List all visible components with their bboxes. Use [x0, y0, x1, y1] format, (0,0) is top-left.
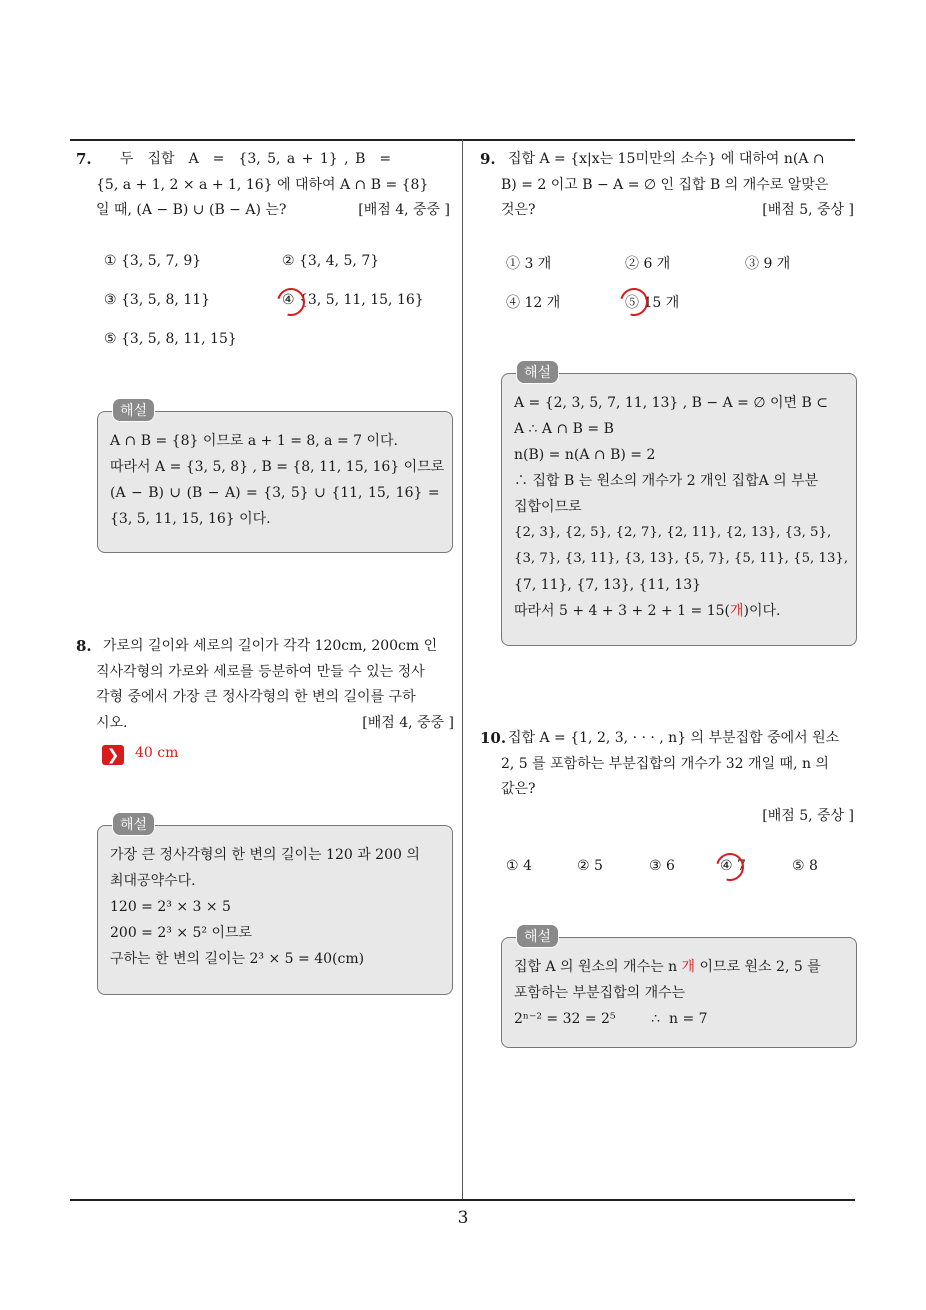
q8-solution-box — [97, 825, 453, 995]
q9-conclusion-end: )이다. — [743, 603, 781, 619]
question-7-line: 일 때, (A − B) ∪ (B − A) 는? — [96, 202, 287, 218]
question-10-line: 2, 5 를 포함하는 부분집합의 개수가 32 개일 때, n 의 — [501, 755, 829, 772]
question-8-line: 가로의 길이와 세로의 길이가 각각 120cm, 200cm 인 — [103, 638, 438, 654]
q9-choice-4[interactable]: ④ 12 개 — [506, 295, 561, 311]
question-9 — [480, 147, 858, 224]
q7-solution-line: {3, 5, 11, 15, 16} 이다. — [110, 511, 271, 527]
q10-solution-line-1 — [514, 954, 844, 980]
question-10-number: 10. — [480, 729, 507, 747]
page-number: 3 — [457, 1208, 469, 1228]
q8-solution-line: 구하는 한 변의 길이는 2³ × 5 = 40(cm) — [110, 951, 365, 967]
q10-answer-mark-icon — [711, 848, 749, 886]
q8-answer: 40 cm — [135, 745, 179, 761]
q7-answer-mark-icon — [272, 283, 310, 321]
q9-choice-5[interactable]: ⑤ 15 개 — [625, 295, 680, 311]
q10-choice-3[interactable]: ③ 6 — [649, 858, 675, 874]
question-10-score: [배점 5, 중상 ] — [762, 808, 854, 824]
q7-choice-3[interactable]: ③ {3, 5, 8, 11} — [104, 292, 211, 308]
q10-solution-unit: 개 — [681, 959, 696, 975]
q9-solution-line: ∴ 집합 B 는 원소의 개수가 2 개인 집합A 의 부분 — [514, 473, 819, 489]
q9-solution-line: A ∴ A ∩ B = B — [514, 421, 614, 437]
q7-choice-1[interactable]: ① {3, 5, 7, 9} — [104, 253, 202, 269]
question-9-score: [배점 5, 중상 ] — [762, 202, 854, 218]
question-8-number: 8. — [76, 637, 92, 655]
question-8-line: 시오. — [96, 714, 128, 731]
q9-solution-line: A = {2, 3, 5, 7, 11, 13} , B − A = ∅ 이면 B ⊂ — [514, 395, 828, 411]
q10-solution-box — [501, 937, 857, 1048]
q9-solution-line: {2, 3}, {2, 5}, {2, 7}, {2, 11}, {2, 13}, {3, 5}, — [514, 525, 832, 540]
q9-solution-line: 집합이므로 — [514, 499, 582, 515]
q10-choice-1[interactable]: ① 4 — [506, 858, 532, 874]
bottom-rule — [70, 1199, 855, 1201]
q10-solution-line-3: 2ⁿ⁻² = 32 = 2⁵ ∴ n = 7 — [514, 1011, 708, 1027]
column-divider — [462, 139, 463, 1200]
q10-choice-5[interactable]: ⑤ 8 — [792, 858, 818, 874]
q10-solution-text-end: 이므로 원소 2, 5 를 — [695, 959, 821, 975]
question-7-line: 두 집합 A = {3, 5, a + 1} , B = — [120, 151, 392, 167]
q7-solution-box — [97, 411, 453, 553]
q10-choice-2[interactable]: ② 5 — [577, 858, 603, 874]
question-9-line: 것은? — [501, 202, 536, 218]
q9-solution-line: {3, 7}, {3, 11}, {3, 13}, {5, 7}, {5, 11}, {5, 13}, — [514, 551, 849, 566]
q9-conclusion-unit: 개 — [730, 603, 744, 619]
q9-choice-3[interactable]: ③ 9 개 — [745, 256, 791, 272]
question-9-line: 집합 A = {x|x는 15미만의 소수} 에 대하여 n(A ∩ — [508, 151, 825, 167]
q9-choice-2[interactable]: ② 6 개 — [625, 256, 671, 272]
q9-solution-line: n(B) = n(A ∩ B) = 2 — [514, 447, 656, 463]
q8-solution-line: 200 = 2³ × 5² 이므로 — [110, 925, 253, 941]
q8-solution-line: 최대공약수다. — [110, 873, 196, 889]
q7-choice-5[interactable]: ⑤ {3, 5, 8, 11, 15} — [104, 331, 237, 347]
question-10 — [480, 726, 858, 824]
q7-solution-line: A ∩ B = {8} 이므로 a + 1 = 8, a = 7 이다. — [110, 433, 399, 449]
q10-solution-text: 집합 A 의 원소의 개수는 n — [514, 959, 682, 975]
question-7-score: [배점 4, 중중 ] — [358, 202, 450, 218]
q7-solution-tag: 해설 — [112, 398, 155, 422]
q9-solution-line: {7, 11}, {7, 13}, {11, 13} — [514, 577, 702, 593]
q9-choice-1[interactable]: ① 3 개 — [506, 256, 552, 272]
q10-solution-line-2: 포함하는 부분집합의 개수는 — [514, 985, 686, 1001]
q7-choice-2[interactable]: ② {3, 4, 5, 7} — [282, 253, 380, 269]
q8-solution-line: 가장 큰 정사각형의 한 변의 길이는 120 과 200 의 — [110, 847, 420, 863]
question-7 — [76, 147, 454, 224]
q9-solution-conclusion — [514, 598, 844, 624]
question-10-line: 값은? — [501, 781, 536, 797]
q7-solution-line: (A − B) ∪ (B − A) = {3, 5} ∪ {11, 15, 16} = — [110, 485, 440, 501]
q9-answer-mark-icon — [615, 283, 653, 321]
q9-conclusion-text: 따라서 5 + 4 + 3 + 2 + 1 = 15( — [514, 603, 730, 619]
q10-solution-tag: 해설 — [516, 924, 559, 948]
q8-solution-line: 120 = 2³ × 3 × 5 — [110, 899, 231, 915]
question-9-line: B) = 2 이고 B − A = ∅ 인 집합 B 의 개수로 알맞은 — [501, 176, 829, 193]
question-8-score: [배점 4, 중중 ] — [362, 715, 454, 731]
answer-arrow-icon: ❯ — [102, 745, 124, 765]
question-9-number: 9. — [480, 150, 496, 168]
question-7-line: {5, a + 1, 2 × a + 1, 16} 에 대하여 A ∩ B = {8} — [96, 176, 429, 193]
question-8 — [76, 634, 454, 736]
q10-choice-4[interactable]: ④ 7 — [720, 858, 746, 874]
question-7-number: 7. — [76, 150, 92, 168]
q9-solution-tag: 해설 — [516, 360, 559, 384]
q8-solution-tag: 해설 — [112, 812, 155, 836]
question-8-line: 직사각형의 가로와 세로를 등분하여 만들 수 있는 정사 — [96, 663, 425, 680]
q7-choice-4[interactable]: ④ {3, 5, 11, 15, 16} — [282, 292, 424, 308]
question-10-line: 집합 A = {1, 2, 3, · · · , n} 의 부분집합 중에서 원소 — [508, 730, 840, 746]
question-8-line: 각형 중에서 가장 큰 정사각형의 한 변의 길이를 구하 — [96, 689, 416, 705]
q9-solution-box — [501, 373, 857, 646]
q7-solution-line: 따라서 A = {3, 5, 8} , B = {8, 11, 15, 16} 이므로 — [110, 459, 445, 475]
